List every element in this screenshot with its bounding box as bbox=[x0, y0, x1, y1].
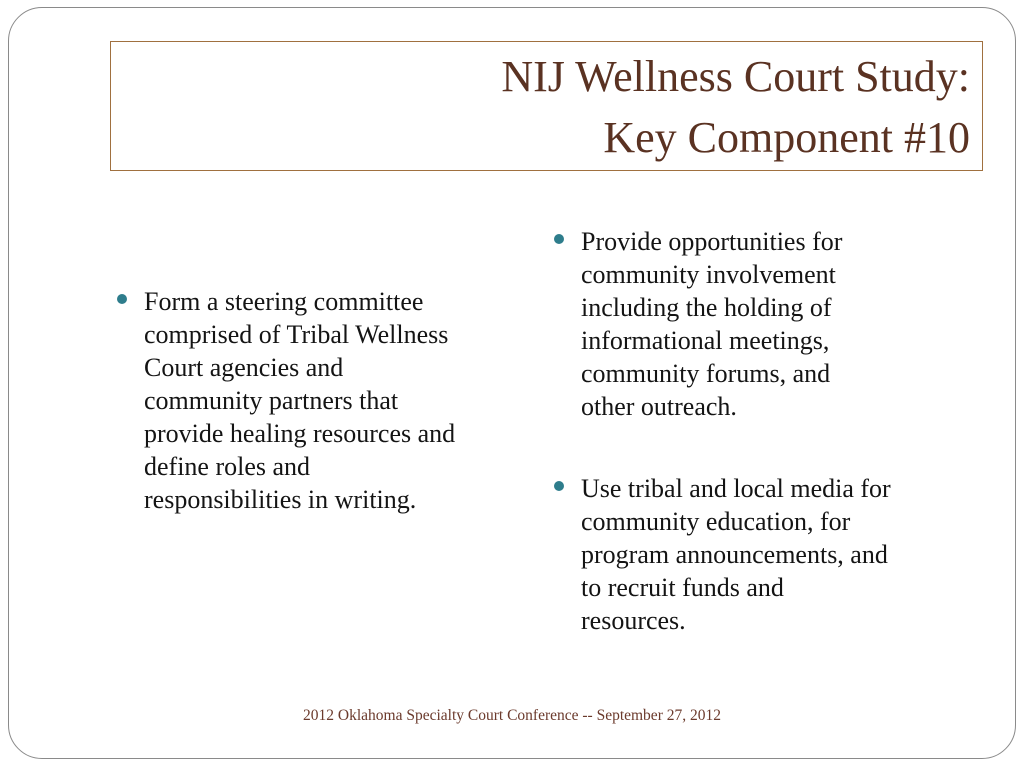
slide-footer: 2012 Oklahoma Specialty Court Conference -- September 27, 2012 bbox=[303, 707, 721, 724]
bullet-line: define roles and bbox=[144, 452, 311, 481]
bullet-dot-icon bbox=[554, 234, 564, 244]
bullet-line: informational meetings, bbox=[581, 326, 830, 355]
bullet-dot-icon bbox=[554, 481, 564, 491]
bullet-line: Provide opportunities for bbox=[581, 227, 843, 256]
bullet-line: program announcements, and bbox=[581, 540, 888, 569]
bullet-item-community-involvement bbox=[553, 225, 963, 423]
bullet-line: responsibilities in writing. bbox=[144, 485, 417, 514]
title-line-2: Key Component #10 bbox=[603, 113, 970, 162]
title-line-1: NIJ Wellness Court Study: bbox=[501, 52, 970, 101]
bullet-line: other outreach. bbox=[581, 392, 737, 421]
bullet-line: including the holding of bbox=[581, 293, 832, 322]
slide-title bbox=[501, 46, 970, 168]
bullet-line: Court agencies and bbox=[144, 353, 344, 382]
bullet-line: comprised of Tribal Wellness bbox=[144, 320, 449, 349]
bullet-line: provide healing resources and bbox=[144, 419, 456, 448]
bullet-line: community involvement bbox=[581, 260, 836, 289]
right-bullet-list bbox=[553, 225, 963, 637]
bullet-line: community partners that bbox=[144, 386, 399, 415]
title-box bbox=[110, 41, 983, 171]
left-bullet-list bbox=[116, 285, 516, 516]
bullet-line: resources. bbox=[581, 606, 686, 635]
bullet-line: to recruit funds and bbox=[581, 573, 784, 602]
bullet-item-media-outreach bbox=[553, 472, 963, 637]
bullet-line: community education, for bbox=[581, 507, 851, 536]
bullet-dot-icon bbox=[117, 294, 127, 304]
bullet-line: community forums, and bbox=[581, 359, 831, 388]
bullet-line: Form a steering committee bbox=[144, 287, 424, 316]
bullet-line: Use tribal and local media for bbox=[581, 474, 891, 503]
bullet-item-steering-committee bbox=[116, 285, 516, 516]
